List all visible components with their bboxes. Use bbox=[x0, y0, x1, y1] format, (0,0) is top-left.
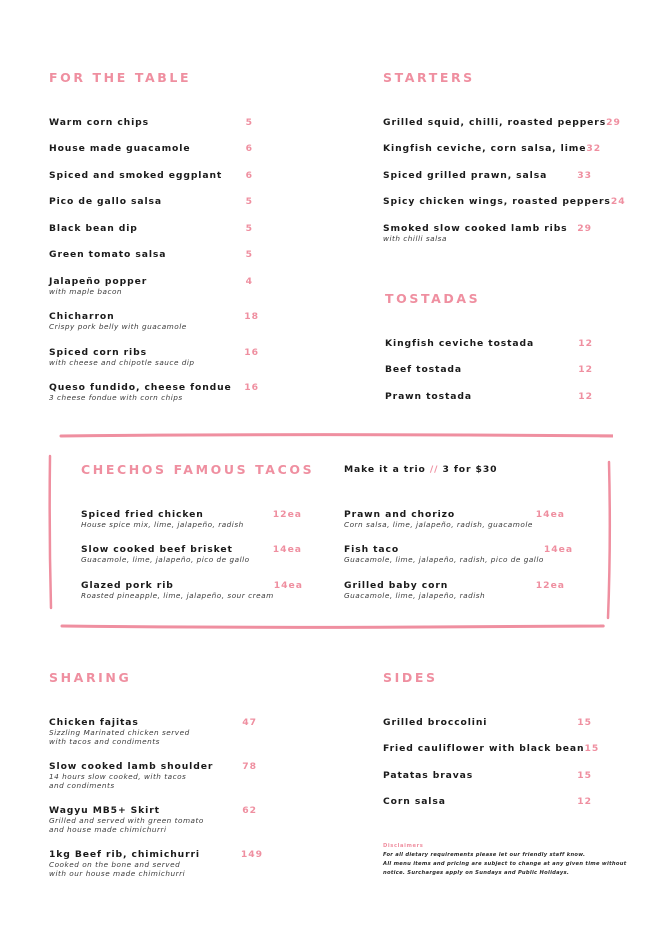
menu-item bbox=[49, 170, 253, 181]
item-price: 14ea bbox=[535, 509, 565, 520]
item-price: 5 bbox=[245, 196, 253, 207]
item-name: Chicharron bbox=[49, 311, 115, 322]
item-name: Corn salsa bbox=[383, 796, 446, 807]
menu-item bbox=[81, 544, 302, 564]
item-name: Kingfish ceviche, corn salsa, lime bbox=[383, 143, 587, 154]
item-name: Pico de gallo salsa bbox=[49, 196, 163, 207]
item-price: 5 bbox=[245, 117, 253, 128]
item-price: 24 bbox=[610, 196, 626, 207]
item-name: Patatas bravas bbox=[383, 770, 474, 781]
item-description: and house made chimichurri bbox=[49, 825, 167, 834]
disclaimer-line: notice. Surcharges apply on Sundays and Public Holidays. bbox=[383, 870, 570, 876]
item-name: Glazed pork rib bbox=[81, 580, 174, 591]
item-name: Prawn and chorizo bbox=[344, 509, 456, 520]
menu-item bbox=[49, 143, 253, 154]
item-name: Slow cooked lamb shoulder bbox=[49, 761, 214, 772]
item-name: Chicken fajitas bbox=[49, 717, 139, 728]
item-price: 149 bbox=[240, 849, 263, 860]
item-name: Spiced corn ribs bbox=[49, 347, 147, 358]
item-description: Guacamole, lime, jalapeño, radish, pico de gallo bbox=[344, 555, 544, 564]
menu-item bbox=[49, 761, 257, 790]
item-description: Corn salsa, lime, jalapeño, radish, guacamole bbox=[344, 520, 533, 529]
menu-item bbox=[49, 347, 259, 367]
sharing-heading: SHARING bbox=[49, 670, 132, 685]
item-price: 6 bbox=[245, 170, 253, 181]
item-description: 14 hours slow cooked, with tacos bbox=[49, 772, 187, 781]
item-price: 15 bbox=[577, 717, 592, 728]
trio-text: Make it a trio bbox=[344, 464, 426, 475]
item-name: Grilled broccolini bbox=[383, 717, 488, 728]
trio-price: 3 for $30 bbox=[442, 464, 498, 475]
menu-item bbox=[383, 143, 602, 154]
menu-item bbox=[383, 743, 600, 754]
item-description: Sizzling Marinated chicken served bbox=[49, 728, 190, 737]
item-name: Kingfish ceviche tostada bbox=[385, 338, 535, 349]
item-price: 4 bbox=[245, 276, 253, 287]
item-name: Smoked slow cooked lamb ribs bbox=[383, 223, 568, 234]
menu-item bbox=[344, 509, 565, 529]
menu-item bbox=[81, 509, 302, 529]
menu-item bbox=[49, 382, 259, 402]
item-name: 1kg Beef rib, chimichurri bbox=[49, 849, 200, 860]
item-name: Slow cooked beef brisket bbox=[81, 544, 233, 555]
item-price: 5 bbox=[245, 249, 253, 260]
item-description: Grilled and served with green tomato bbox=[49, 816, 204, 825]
item-name: Wagyu MB5+ Skirt bbox=[49, 805, 160, 816]
item-name: Black bean dip bbox=[49, 223, 138, 234]
item-name: Fried cauliflower with black bean bbox=[383, 743, 585, 754]
disclaimer-line: All menu items and pricing are subject to change at any given time without bbox=[383, 861, 627, 867]
item-name: Prawn tostada bbox=[385, 391, 472, 402]
menu-item bbox=[383, 170, 592, 181]
item-price: 12 bbox=[577, 796, 592, 807]
item-price: 32 bbox=[586, 143, 602, 154]
menu-item bbox=[49, 223, 253, 234]
item-description: Guacamole, lime, jalapeño, pico de gallo bbox=[81, 555, 250, 564]
item-name: Jalapeño popper bbox=[49, 276, 148, 287]
item-price: 18 bbox=[244, 311, 259, 322]
menu-item bbox=[385, 338, 593, 349]
item-price: 14ea bbox=[543, 544, 574, 555]
item-price: 12 bbox=[578, 364, 593, 375]
menu-item bbox=[49, 249, 253, 260]
item-price: 15 bbox=[584, 743, 600, 754]
item-name: Green tomato salsa bbox=[49, 249, 167, 260]
menu-item bbox=[383, 196, 626, 207]
item-price: 33 bbox=[577, 170, 592, 181]
item-price: 12ea bbox=[535, 580, 565, 591]
item-price: 47 bbox=[242, 717, 257, 728]
trio-separator: // bbox=[429, 464, 439, 475]
frame-top-line bbox=[61, 435, 613, 436]
for-the-table-heading: FOR THE TABLE bbox=[49, 70, 192, 85]
disclaimer-title: Disclaimers bbox=[383, 843, 424, 849]
tacos-heading: CHECHOS FAMOUS TACOS bbox=[81, 462, 315, 477]
menu-item bbox=[49, 311, 259, 331]
menu-item bbox=[49, 276, 253, 296]
menu-item bbox=[49, 805, 257, 834]
item-price: 14ea bbox=[273, 580, 303, 591]
item-price: 12 bbox=[578, 391, 593, 402]
item-price: 29 bbox=[577, 223, 592, 234]
item-description: 3 cheese fondue with corn chips bbox=[49, 393, 183, 402]
menu-item bbox=[383, 770, 592, 781]
item-name: Grilled baby corn bbox=[344, 580, 449, 591]
item-description: with chilli salsa bbox=[383, 234, 447, 243]
frame-right-line bbox=[608, 462, 610, 618]
menu-item bbox=[49, 849, 263, 878]
menu-item bbox=[49, 196, 253, 207]
sides-heading: SIDES bbox=[383, 670, 438, 685]
item-name: Spicy chicken wings, roasted peppers bbox=[383, 196, 611, 207]
item-name: Beef tostada bbox=[385, 364, 463, 375]
menu-item bbox=[383, 117, 621, 128]
item-name: Spiced and smoked eggplant bbox=[49, 170, 223, 181]
item-name: Spiced fried chicken bbox=[81, 509, 204, 520]
menu-item bbox=[385, 391, 593, 402]
item-price: 29 bbox=[606, 117, 621, 128]
disclaimer bbox=[383, 842, 627, 878]
menu-item bbox=[385, 364, 593, 375]
item-price: 16 bbox=[244, 382, 259, 393]
item-description: with cheese and chipotle sauce dip bbox=[49, 358, 195, 367]
menu-item bbox=[383, 717, 592, 728]
item-description: Roasted pineapple, lime, jalapeño, sour cream bbox=[81, 591, 274, 600]
menu-item bbox=[344, 580, 565, 600]
starters-heading: STARTERS bbox=[383, 70, 475, 85]
item-description: Cooked on the bone and served bbox=[49, 860, 181, 869]
frame-bottom-line bbox=[62, 626, 603, 627]
trio-offer bbox=[344, 464, 497, 475]
menu-item bbox=[49, 117, 253, 128]
item-price: 14ea bbox=[272, 544, 302, 555]
tostadas-heading: TOSTADAS bbox=[385, 291, 481, 306]
item-description: with our house made chimichurri bbox=[49, 869, 186, 878]
item-name: Grilled squid, chilli, roasted peppers bbox=[383, 117, 607, 128]
item-description: House spice mix, lime, jalapeño, radish bbox=[81, 520, 244, 529]
item-description: with tacos and condiments bbox=[49, 737, 160, 746]
item-description: with maple bacon bbox=[49, 287, 123, 296]
item-price: 16 bbox=[244, 347, 259, 358]
disclaimer-line: For all dietary requirements please let our friendly staff know. bbox=[383, 852, 586, 858]
item-description: and condiments bbox=[49, 781, 115, 790]
item-name: House made guacamole bbox=[49, 143, 191, 154]
item-name: Warm corn chips bbox=[49, 117, 150, 128]
item-price: 15 bbox=[577, 770, 592, 781]
item-price: 12 bbox=[578, 338, 593, 349]
item-description: Crispy pork belly with guacamole bbox=[49, 322, 187, 331]
frame-left-line bbox=[50, 456, 51, 608]
menu-item bbox=[383, 796, 592, 807]
item-name: Spiced grilled prawn, salsa bbox=[383, 170, 548, 181]
item-description: Guacamole, lime, jalapeño, radish bbox=[344, 591, 486, 600]
item-name: Fish taco bbox=[344, 544, 400, 555]
item-price: 5 bbox=[245, 223, 253, 234]
menu-item bbox=[81, 580, 302, 600]
item-name: Queso fundido, cheese fondue bbox=[49, 382, 232, 393]
item-price: 12ea bbox=[272, 509, 302, 520]
item-price: 6 bbox=[245, 143, 253, 154]
item-price: 78 bbox=[242, 761, 257, 772]
menu-item bbox=[49, 717, 257, 746]
menu-item bbox=[383, 223, 592, 243]
menu-item bbox=[344, 544, 574, 564]
item-price: 62 bbox=[242, 805, 257, 816]
